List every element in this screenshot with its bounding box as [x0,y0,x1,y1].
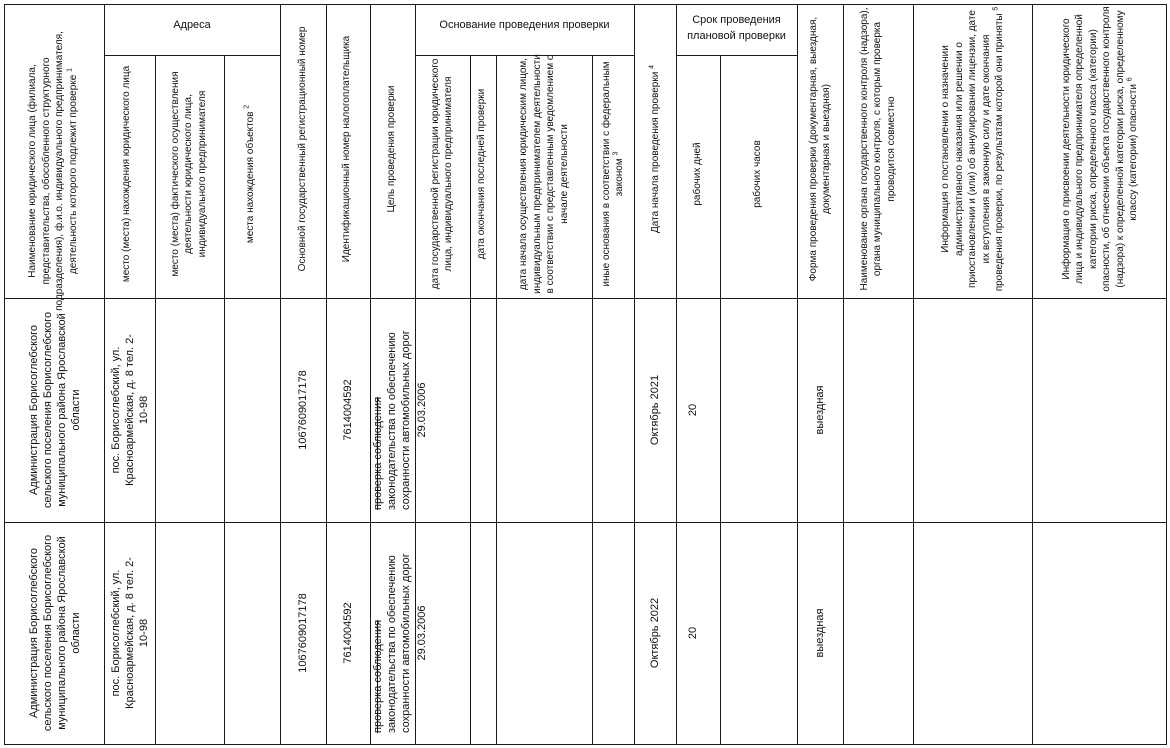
grid-line [720,55,721,745]
header-form: Форма проведения проверки (документарная, выездная, документарная и выездная) [807,16,832,282]
grid-line [797,4,798,745]
header-basis-last-check: дата окончания последней проверки [476,88,488,260]
row2-purpose: проверка соблюдения законодательства по обеспечению сохранности автомобильных дорог [372,553,412,733]
header-work-days: рабочих дней [692,142,704,206]
grid-line [4,522,1166,523]
header-risk-info: Информация о присвоении деятельности юридического лица и индивидуального предпринимателя определенной категории риска, определенного класса (категории) опасности, об отнесении объекта государственного контроля (надзора) к определенной категории риска, определенному классу (категории) опасности $^6$ [1060,6,1139,292]
grid-line [1032,4,1033,745]
row1-start-date: Октябрь 2021 [649,374,661,446]
row1-purpose: проверка соблюдения законодательства по обеспечению сохранности автомобильных дорог [372,330,412,510]
grid-line [4,744,1166,745]
header-basis-registration: дата государственной регистрации юридического лица, индивидуального предпринимателя [429,58,454,290]
row1-ogrn: 1067609017178 [297,370,309,450]
header-duration: Срок проведения плановой проверки [687,14,786,42]
header-basis-start-activity: дата начала осуществления юридическим лицом, индивидуальным предпринимателем деятельности в соответствии с представленным уведомлением о начале деятельности [518,54,570,294]
row1-form: выездная [814,385,826,435]
header-basis: Основание проведения проверки [439,19,610,31]
grid-line [634,4,635,745]
header-address-objects: места нахождения объектов $^2$ [243,104,257,244]
row2-start-date: Октябрь 2022 [649,597,661,669]
header-work-hours: рабочих часов [752,140,764,208]
grid-line [843,4,844,745]
header-inn: Идентификационный номер налогоплательщика [341,35,353,263]
header-purpose: Цель проведения проверки [386,85,398,213]
grid-line [913,4,914,745]
row2-address: пос. Борисоглебский, ул. Красноармейская, д. 8 тел. 2-10-98 [110,557,150,709]
grid-line [4,298,1166,299]
header-start-date: Дата начала проведения проверки $^4$ [648,64,662,234]
grid-line [280,4,281,745]
header-ogrn: Основной государственный регистрационный номер [297,26,309,272]
header-joint-body: Наименование органа государственного контроля (надзора), органа муниципального контроля, с которым проверка проводится совместно [858,7,897,291]
row1-inn: 7614004592 [342,379,354,441]
row2-inn: 7614004592 [342,602,354,664]
header-basis-other: иные основания в соответствии с федеральным законом $^3$ [600,61,625,287]
grid-line [496,55,497,745]
row1-registration-date: 29.03.2006 [416,382,428,438]
row1-address: пос. Борисоглебский, ул. Красноармейская, д. 8 тел. 2-10-98 [110,334,150,486]
header-addresses: Адреса [173,19,211,31]
row2-entity-name: Администрация Борисоглебского сельского поселения Борисоглебского муниципального района Ярославской области [28,534,82,732]
row2-form: выездная [814,608,826,658]
header-penalty-info: Информация о постановлении о назначении административного наказания или решении о приостановлении и (или) об аннулировании лицензии, дате их вступления в законную силу и дате окончания проведения проверки, по результатам которой они приняты $^5$ [940,6,1006,292]
grid-line [1166,4,1167,745]
row2-ogrn: 1067609017178 [297,593,309,673]
row2-registration-date: 29.03.2006 [416,605,428,661]
row2-work-days: 20 [687,626,699,640]
row1-work-days: 20 [687,403,699,417]
grid-line [470,55,471,745]
header-address-actual: место (места) фактического осуществления деятельности юридического лица, индивидуального предпринимателя [169,71,208,277]
header-address-legal: место (места) нахождения юридического лица [121,65,133,283]
grid-line [592,55,593,745]
grid-line [676,4,677,745]
row1-entity-name: Администрация Борисоглебского сельского поселения Борисоглебского муниципального района Ярославской области [28,311,82,509]
header-entity-name: Наименование юридического лица (филиала, представительства, обособленного структурного подразделения), ф.и.о. индивидуального предпринимателя, деятельность которого подлежит проверке $^1$ [27,31,79,311]
